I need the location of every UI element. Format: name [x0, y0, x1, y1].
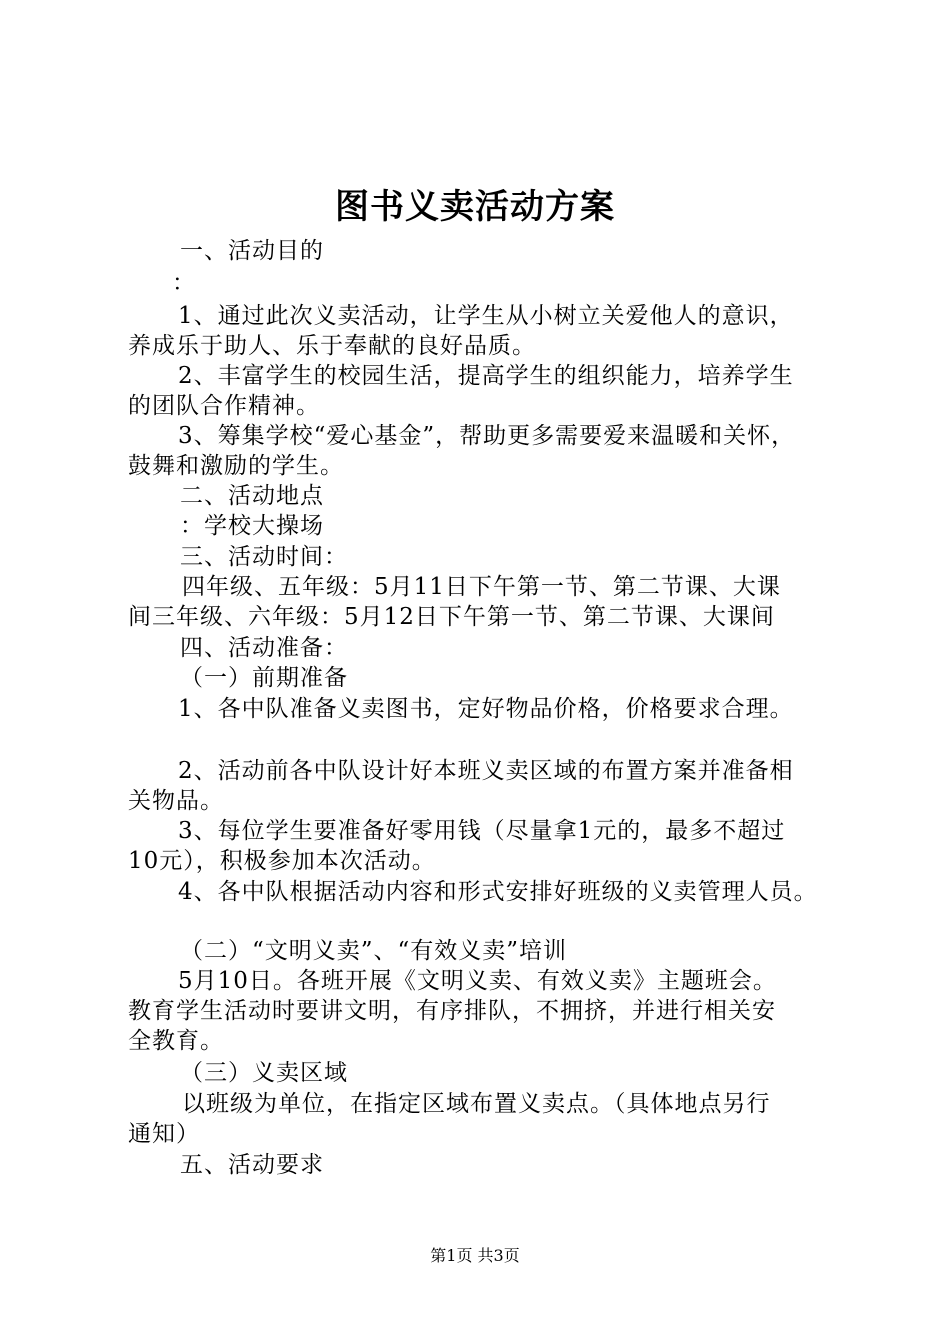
paragraph-line: 全教育。 [128, 1028, 224, 1054]
paragraph-line: 10元），积极参加本次活动。 [128, 848, 436, 874]
paragraph-line: 鼓舞和激励的学生。 [128, 453, 344, 479]
paragraph-line: 教育学生活动时要讲文明，有序排队，不拥挤，并进行相关安 [128, 998, 776, 1024]
paragraph-line: 1、通过此次义卖活动，让学生从小树立关爱他人的意识， [178, 303, 794, 329]
paragraph-line: 3、筹集学校“爱心基金”，帮助更多需要爱来温暖和关怀， [178, 423, 796, 449]
subsection-heading: （一）前期准备 [180, 665, 348, 691]
paragraph-line: 4、各中队根据活动内容和形式安排好班级的义卖管理人员。 [178, 879, 818, 905]
page-footer: 第1页 共3页 [430, 1246, 520, 1265]
section-heading-preparation: 四、活动准备： [180, 635, 348, 661]
paragraph-line: ： [172, 270, 196, 296]
document-title: 图书义卖活动方案 [335, 187, 615, 227]
section-heading-time: 三、活动时间： [180, 544, 348, 570]
section-heading-purpose: 一、活动目的 [180, 238, 324, 264]
paragraph-line: 5月10日。各班开展《文明义卖、有效义卖》主题班会。 [178, 968, 777, 994]
paragraph-line: 1、各中队准备义卖图书，定好物品价格，价格要求合理。 [178, 696, 794, 722]
paragraph-line: 的团队合作精神。 [128, 393, 320, 419]
paragraph-line: 通知） [128, 1121, 200, 1147]
paragraph-line: 四年级、五年级：5月11日下午第一节、第二节课、大课 [182, 574, 781, 600]
paragraph-line: 2、丰富学生的校园生活，提高学生的组织能力，培养学生 [178, 363, 794, 389]
paragraph-line: 间三年级、六年级：5月12日下午第一节、第二节课、大课间 [128, 604, 775, 630]
paragraph-line: ：学校大操场 [180, 513, 324, 539]
subsection-heading: （二）“文明义卖”、“有效义卖”培训 [180, 938, 568, 964]
paragraph-line: 关物品。 [128, 788, 224, 814]
paragraph-line: 2、活动前各中队设计好本班义卖区域的布置方案并准备相 [178, 758, 794, 784]
subsection-heading: （三）义卖区域 [180, 1060, 348, 1086]
paragraph-line: 3、每位学生要准备好零用钱（尽量拿1元的，最多不超过 [178, 818, 786, 844]
section-heading-location: 二、活动地点 [180, 483, 324, 509]
section-heading-requirements: 五、活动要求 [180, 1152, 324, 1178]
paragraph-line: 养成乐于助人、乐于奉献的良好品质。 [128, 333, 536, 359]
paragraph-line: 以班级为单位，在指定区域布置义卖点。（具体地点另行 [182, 1091, 771, 1117]
